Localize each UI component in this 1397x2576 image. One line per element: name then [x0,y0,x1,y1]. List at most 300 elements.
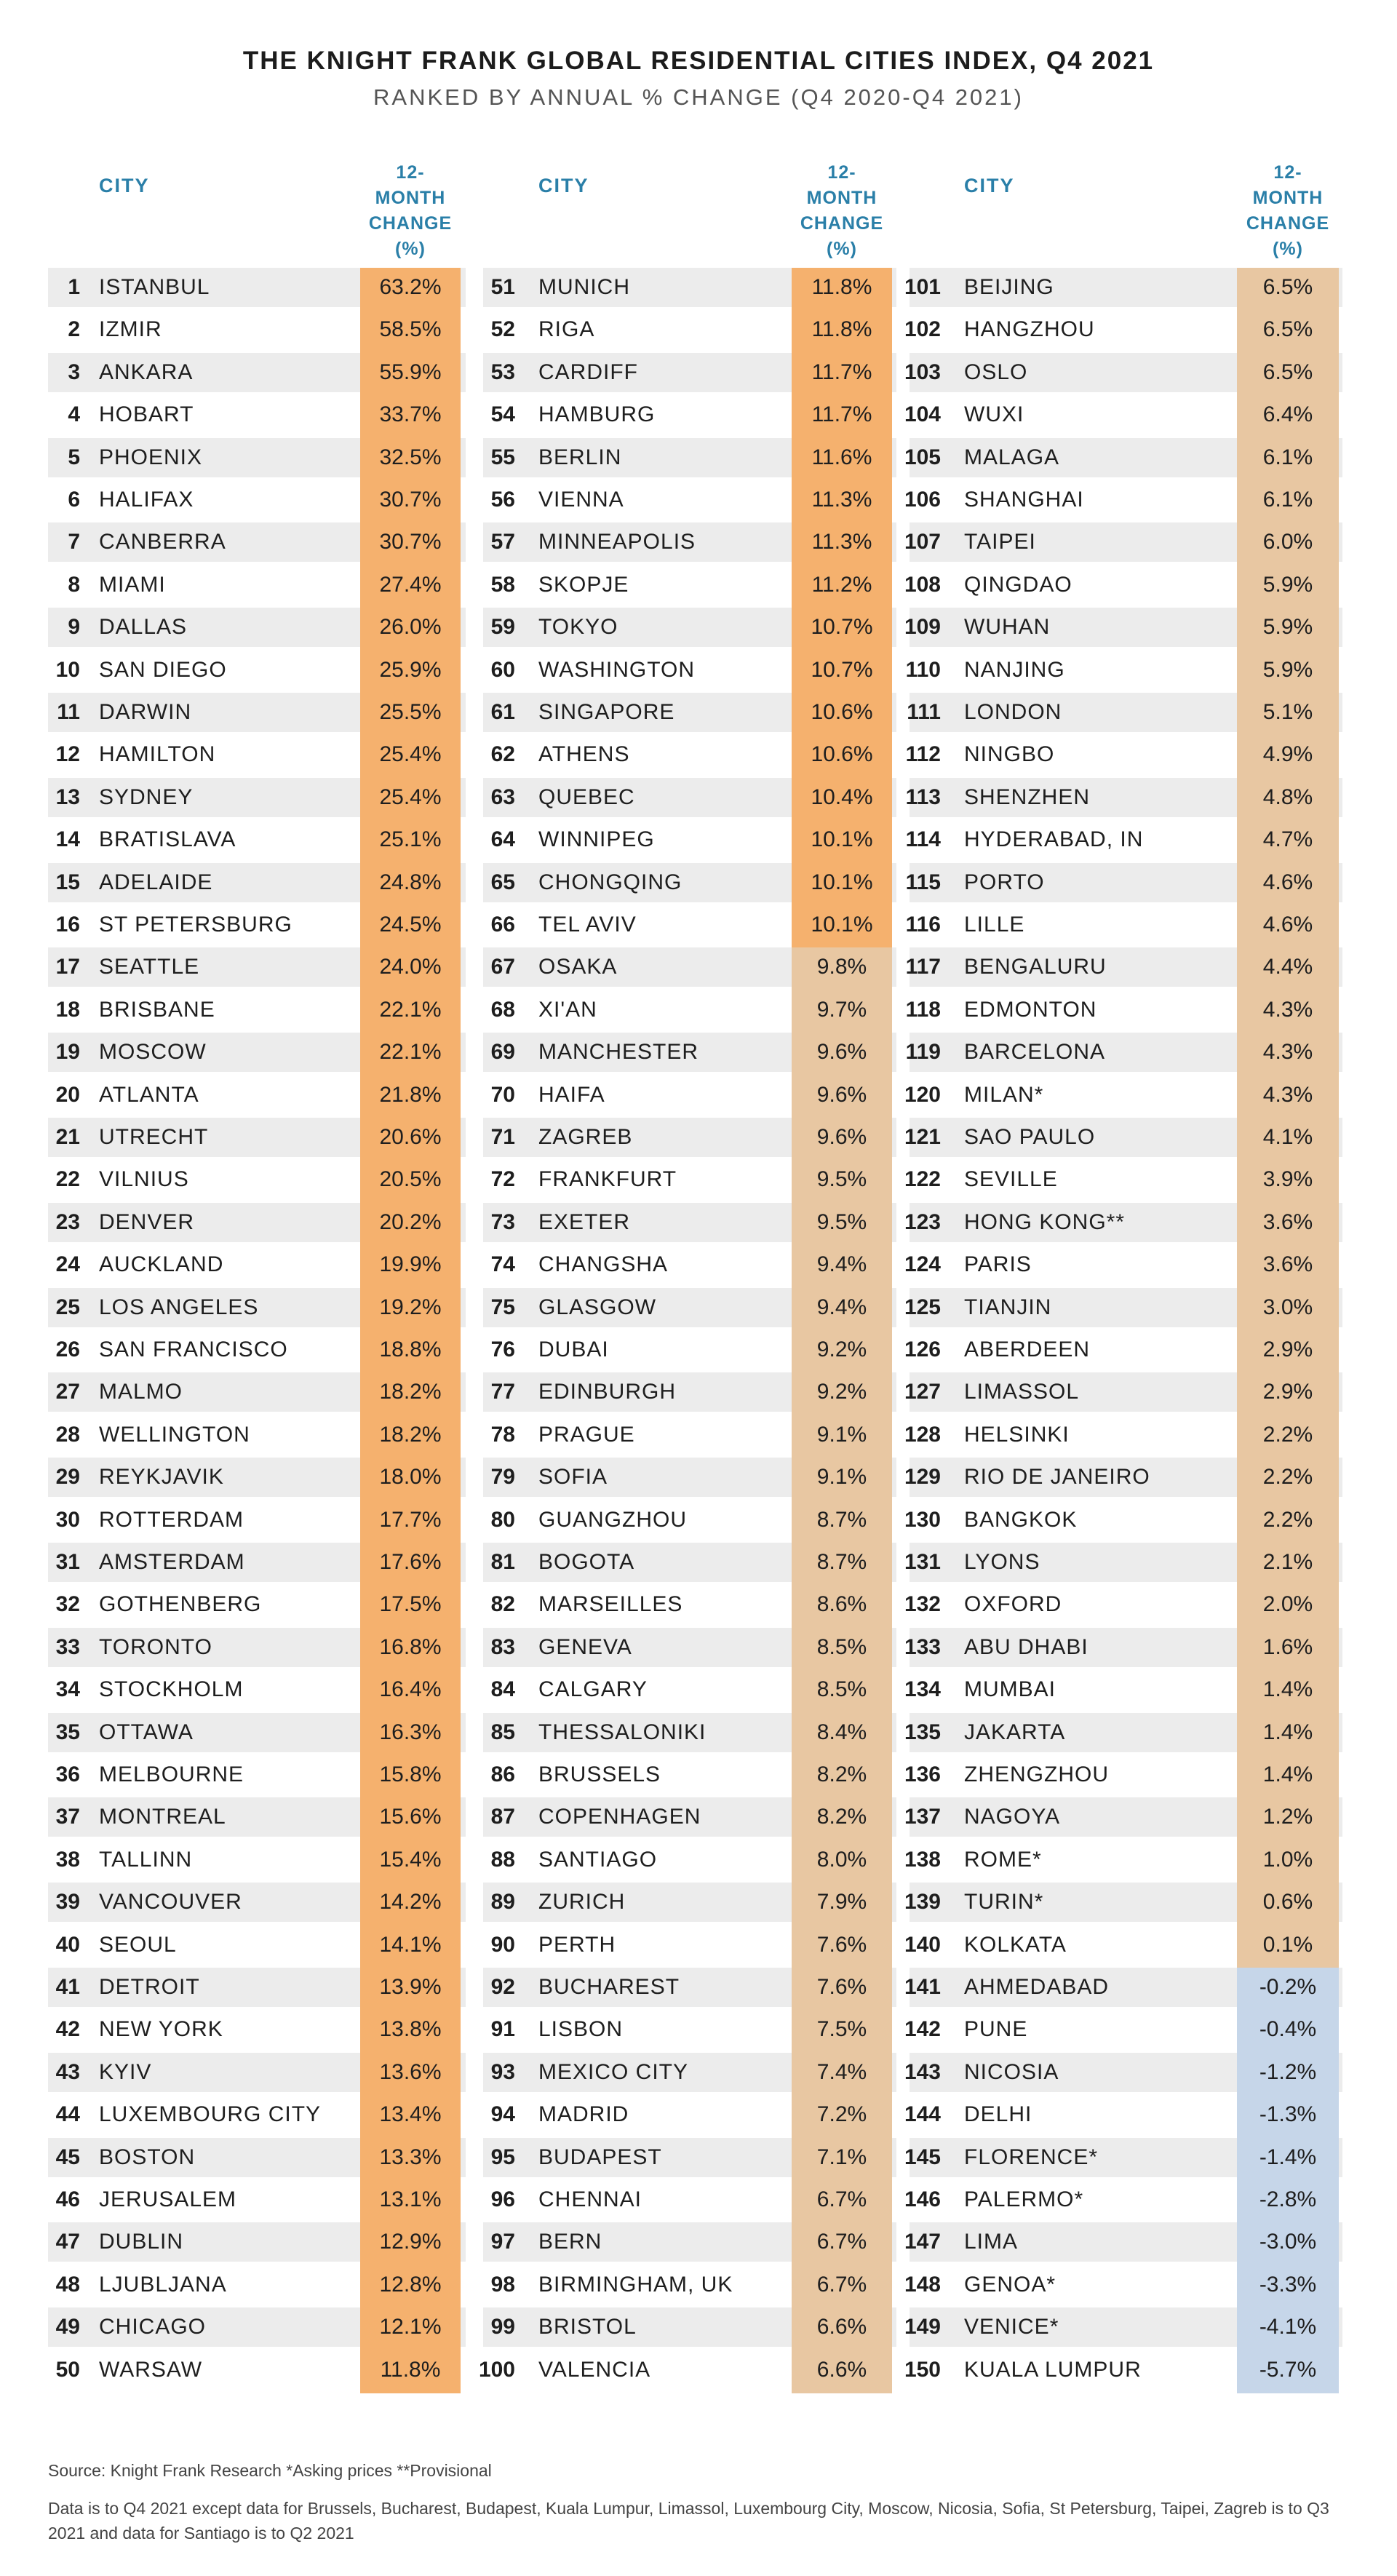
change-value-cell: 7.6% [792,1925,892,1968]
rank-label: 150 [904,2357,941,2382]
change-value-cell: 33.7% [360,395,461,438]
rank-label: 124 [904,1252,941,1277]
city-label: PRAGUE [538,1422,635,1447]
change-value-cell: 9.1% [792,1458,892,1500]
change-value-cell: 7.4% [792,2053,892,2096]
rank-label: 104 [904,402,941,427]
rank-label: 12 [55,742,80,767]
rank-label: 36 [55,1762,80,1786]
city-label: TURIN* [964,1890,1044,1915]
change-value-cell: 24.8% [360,863,461,906]
change-value-cell: 11.7% [792,395,892,438]
city-label: CANBERRA [99,530,226,554]
rank-label: 94 [490,2102,515,2127]
rank-label: 24 [55,1252,80,1277]
city-label: ROTTERDAM [99,1507,244,1532]
city-label: STOCKHOLM [99,1677,244,1702]
change-value-cell: -4.1% [1237,2307,1339,2350]
city-label: MUMBAI [964,1677,1056,1702]
rank-label: 131 [904,1550,941,1574]
rank-label: 48 [55,2272,80,2297]
city-label: BENGALURU [964,955,1107,979]
change-value-cell: 19.9% [360,1245,461,1288]
change-value-cell: 4.1% [1237,1118,1339,1161]
change-value-cell: 3.0% [1237,1288,1339,1331]
change-value-cell: 6.5% [1237,353,1339,396]
rank-label: 35 [55,1720,80,1744]
city-label: CHANGSHA [538,1252,669,1277]
city-label: CHONGQING [538,870,682,894]
change-value-cell: 4.9% [1237,735,1339,778]
rank-label: 60 [490,657,515,682]
city-label: TAIPEI [964,530,1036,554]
change-value-cell: 13.8% [360,2010,461,2053]
city-label: MONTREAL [99,1805,226,1829]
rank-label: 110 [905,657,941,682]
change-value-cell: 1.2% [1237,1797,1339,1840]
change-value-cell: 25.9% [360,651,461,693]
source-note: Source: Knight Frank Research *Asking prices **Provisional [48,2461,492,2480]
city-label: BANGKOK [964,1507,1078,1532]
change-value-cell: 5.9% [1237,608,1339,651]
rank-label: 81 [490,1550,515,1574]
change-value-cell: 11.2% [792,565,892,608]
rank-label: 40 [55,1932,80,1957]
change-value-cell: 9.6% [792,1076,892,1118]
city-label: AHMEDABAD [964,1975,1110,1999]
rank-label: 42 [55,2017,80,2042]
rank-label: 144 [904,2102,941,2127]
city-label: ABERDEEN [964,1337,1091,1361]
change-value-cell: 17.7% [360,1500,461,1543]
change-value-cell: 14.1% [360,1925,461,1968]
city-label: KUALA LUMPUR [964,2357,1142,2382]
rank-label: 82 [490,1592,515,1617]
change-value-cell: -2.8% [1237,2180,1339,2223]
city-label: EDINBURGH [538,1380,677,1404]
city-label: BRATISLAVA [99,827,236,852]
rank-label: 121 [904,1125,941,1149]
city-label: MIAMI [99,572,166,597]
rank-label: 9 [68,615,80,640]
rank-label: 92 [490,1975,515,1999]
city-label: ABU DHABI [964,1634,1088,1659]
city-label: DETROIT [99,1975,200,1999]
city-label: SKOPJE [538,572,629,597]
rank-label: 146 [904,2187,941,2211]
city-label: MILAN* [964,1082,1044,1107]
change-value-cell: 0.1% [1237,1925,1339,1968]
city-label: MANCHESTER [538,1040,699,1065]
rank-label: 127 [904,1380,941,1404]
rank-label: 141 [904,1975,941,1999]
rank-label: 65 [490,870,515,894]
rank-label: 112 [905,742,941,767]
rank-label: 22 [55,1167,80,1192]
column-header-city: CITY [99,175,150,196]
city-label: LONDON [964,700,1062,724]
rank-label: 129 [904,1465,941,1490]
change-value-cell: 9.4% [792,1245,892,1288]
rank-label: 15 [55,870,80,894]
rank-label: 85 [490,1720,515,1744]
city-label: VALENCIA [538,2357,651,2382]
city-label: ATLANTA [99,1082,199,1107]
city-label: BUCHAREST [538,1975,680,1999]
change-value-cell: 22.1% [360,990,461,1033]
column-header-change-line: 12- [396,162,425,183]
rank-label: 91 [490,2017,515,2042]
city-label: BEIJING [964,275,1054,299]
change-value-cell: 9.2% [792,1330,892,1373]
change-value-cell: 18.2% [360,1372,461,1415]
city-label: REYKJAVIK [99,1465,224,1490]
rank-label: 98 [490,2272,515,2297]
rank-label: 139 [904,1890,941,1915]
city-label: VANCOUVER [99,1890,242,1915]
rank-label: 137 [904,1805,941,1829]
change-value-cell: 16.4% [360,1670,461,1713]
change-value-cell: 20.2% [360,1203,461,1246]
change-value-cell: 18.8% [360,1330,461,1373]
column-header-city: CITY [538,175,589,196]
city-label: LIMA [964,2230,1019,2254]
change-value-cell: 16.3% [360,1713,461,1756]
city-label: SAN FRANCISCO [99,1337,288,1361]
change-value-cell: 4.6% [1237,905,1339,948]
rank-label: 145 [904,2144,941,2169]
change-value-cell: 1.4% [1237,1670,1339,1713]
rank-label: 10 [55,657,80,682]
city-label: BRISTOL [538,2315,637,2340]
rank-label: 61 [490,700,515,724]
rank-label: 62 [490,742,515,767]
change-value-cell: 55.9% [360,353,461,396]
change-value-cell: 7.2% [792,2095,892,2138]
city-label: XI'AN [538,997,597,1022]
change-value-cell: 2.2% [1237,1500,1339,1543]
city-label: JAKARTA [964,1720,1066,1744]
rank-label: 147 [904,2230,941,2254]
city-label: TALLINN [99,1847,193,1872]
change-value-cell: 7.1% [792,2138,892,2181]
rank-label: 4 [68,402,80,427]
change-value-cell: 15.6% [360,1797,461,1840]
city-label: SYDNEY [99,784,194,809]
city-label: WELLINGTON [99,1422,250,1447]
city-label: LJUBLJANA [99,2272,227,2297]
change-value-cell: 11.8% [792,310,892,353]
change-value-cell: 11.8% [360,2350,461,2393]
change-value-cell: 14.2% [360,1883,461,1925]
rank-label: 34 [55,1677,80,1702]
city-label: BUDAPEST [538,2144,662,2169]
change-value-cell: 21.8% [360,1076,461,1118]
rank-label: 20 [55,1082,80,1107]
city-label: PALERMO* [964,2187,1084,2211]
city-label: OXFORD [964,1592,1062,1617]
rank-label: 39 [55,1890,80,1915]
change-value-cell: 2.2% [1237,1458,1339,1500]
change-value-cell: 9.5% [792,1160,892,1203]
rank-label: 37 [55,1805,80,1829]
city-label: LOS ANGELES [99,1295,259,1319]
change-value-cell: 30.7% [360,522,461,565]
city-label: ST PETERSBURG [99,913,292,937]
city-label: VILNIUS [99,1167,189,1192]
change-value-cell: 9.8% [792,947,892,990]
column-header-change-line: MONTH [806,188,877,208]
rank-label: 125 [904,1295,941,1319]
column-header-change-line: (%) [395,239,426,259]
change-value-cell: 6.0% [1237,522,1339,565]
change-value-cell: 9.1% [792,1415,892,1458]
rank-label: 106 [904,488,941,512]
change-value-cell: 3.6% [1237,1245,1339,1288]
rank-label: 75 [490,1295,515,1319]
rank-label: 52 [490,317,515,342]
change-value-cell: 6.7% [792,2222,892,2265]
rank-label: 68 [490,997,515,1022]
column-header-change-line: 12- [1273,162,1302,183]
change-value-cell: 2.1% [1237,1543,1339,1586]
change-value-cell: 6.4% [1237,395,1339,438]
city-label: SHANGHAI [964,488,1084,512]
city-label: MALAGA [964,445,1060,469]
rank-label: 134 [904,1677,941,1702]
city-label: OTTAWA [99,1720,194,1744]
city-label: VIENNA [538,488,624,512]
city-label: BERLIN [538,445,622,469]
column-header-city: CITY [964,175,1015,196]
change-value-cell: 10.7% [792,608,892,651]
change-value-cell: 8.7% [792,1543,892,1586]
rank-label: 64 [490,827,515,852]
rank-label: 54 [490,402,515,427]
city-label: LILLE [964,913,1025,937]
change-value-cell: 25.4% [360,735,461,778]
city-label: CALGARY [538,1677,648,1702]
city-label: CARDIFF [538,359,638,384]
change-value-cell: 27.4% [360,565,461,608]
change-value-cell: 10.1% [792,820,892,863]
change-value-cell: 9.7% [792,990,892,1033]
city-label: DELHI [964,2102,1032,2127]
change-value-cell: 5.1% [1237,693,1339,736]
city-label: DARWIN [99,700,192,724]
rank-label: 142 [904,2017,941,2042]
change-value-cell: 16.8% [360,1628,461,1671]
rank-label: 138 [904,1847,941,1872]
change-value-cell: 9.6% [792,1033,892,1076]
city-label: FLORENCE* [964,2144,1099,2169]
city-label: LYONS [964,1550,1040,1574]
change-value-cell: 4.3% [1237,1076,1339,1118]
rank-label: 55 [490,445,515,469]
rank-label: 101 [904,275,941,299]
column-header-change-line: 12- [827,162,856,183]
change-value-cell: 4.3% [1237,1033,1339,1076]
city-label: NAGOYA [964,1805,1061,1829]
city-label: ZAGREB [538,1125,633,1149]
rank-label: 38 [55,1847,80,1872]
change-value-cell: 10.1% [792,863,892,906]
rank-label: 25 [55,1295,80,1319]
city-label: PORTO [964,870,1045,894]
city-label: BERN [538,2230,602,2254]
rank-label: 11 [57,700,80,724]
city-label: SINGAPORE [538,700,675,724]
change-value-cell: 3.6% [1237,1203,1339,1246]
rank-label: 90 [490,1932,515,1957]
change-value-cell: 6.6% [792,2350,892,2393]
change-value-cell: 13.9% [360,1968,461,2011]
change-value-cell: 6.1% [1237,438,1339,481]
change-value-cell: 8.4% [792,1713,892,1756]
rank-label: 84 [490,1677,515,1702]
change-value-cell: 8.5% [792,1628,892,1671]
change-value-cell: 2.2% [1237,1415,1339,1458]
city-label: EXETER [538,1209,631,1234]
rank-label: 5 [68,445,80,469]
city-label: GENEVA [538,1634,632,1659]
city-label: TOKYO [538,615,618,640]
change-value-cell: 13.1% [360,2180,461,2223]
rank-label: 135 [904,1720,941,1744]
change-value-cell: 8.0% [792,1840,892,1883]
change-value-cell: 12.9% [360,2222,461,2265]
rank-label: 70 [490,1082,515,1107]
rank-label: 21 [55,1125,80,1149]
rank-label: 51 [490,275,515,299]
change-value-cell: 6.5% [1237,310,1339,353]
column-header-change-line: MONTH [375,188,446,208]
change-value-cell: 63.2% [360,268,461,311]
rank-label: 3 [68,359,80,384]
column-header-change [1237,160,1339,262]
change-value-cell: -0.4% [1237,2010,1339,2053]
city-label: ZHENGZHOU [964,1762,1109,1786]
city-label: DENVER [99,1209,195,1234]
city-label: LIMASSOL [964,1380,1080,1404]
city-label: WUHAN [964,615,1051,640]
change-value-cell: 1.4% [1237,1755,1339,1798]
change-value-cell: 11.3% [792,522,892,565]
rank-label: 73 [490,1209,515,1234]
city-label: HELSINKI [964,1422,1070,1447]
rank-label: 6 [68,488,80,512]
city-label: SOFIA [538,1465,608,1490]
rank-label: 29 [55,1465,80,1490]
rank-label: 43 [55,2059,80,2084]
city-label: EDMONTON [964,997,1097,1022]
change-value-cell: 3.9% [1237,1160,1339,1203]
rank-label: 103 [904,359,941,384]
rank-label: 57 [490,530,515,554]
city-label: ISTANBUL [99,275,210,299]
change-value-cell: 25.1% [360,820,461,863]
rank-label: 93 [490,2059,515,2084]
change-value-cell: 13.6% [360,2053,461,2096]
rank-label: 23 [55,1209,80,1234]
city-label: TIANJIN [964,1295,1052,1319]
city-label: CHENNAI [538,2187,642,2211]
city-label: BOSTON [99,2144,196,2169]
rank-label: 89 [490,1890,515,1915]
city-label: BARCELONA [964,1040,1106,1065]
change-value-cell: -0.2% [1237,1968,1339,2011]
rank-label: 97 [490,2230,515,2254]
change-value-cell: 9.5% [792,1203,892,1246]
chart-title: THE KNIGHT FRANK GLOBAL RESIDENTIAL CITIES INDEX, Q4 2021 [242,47,1155,75]
change-value-cell: 18.2% [360,1415,461,1458]
change-value-cell: 17.6% [360,1543,461,1586]
city-label: MOSCOW [99,1040,207,1065]
rank-label: 88 [490,1847,515,1872]
city-label: HOBART [99,402,194,427]
rank-label: 119 [905,1040,941,1065]
change-value-cell: 19.2% [360,1288,461,1331]
city-label: TORONTO [99,1634,212,1659]
rank-label: 99 [490,2315,515,2340]
city-label: GLASGOW [538,1295,657,1319]
rank-label: 96 [490,2187,515,2211]
change-value-cell: 1.4% [1237,1713,1339,1756]
city-label: PUNE [964,2017,1028,2042]
city-label: HALIFAX [99,488,194,512]
city-label: DALLAS [99,615,188,640]
city-label: SHENZHEN [964,784,1091,809]
change-value-cell: 10.1% [792,905,892,948]
rank-label: 13 [55,784,80,809]
rank-label: 71 [490,1125,515,1149]
rank-label: 31 [55,1550,80,1574]
city-label: BRUSSELS [538,1762,661,1786]
rank-label: 58 [490,572,515,597]
change-value-cell: 17.5% [360,1585,461,1628]
city-label: LISBON [538,2017,624,2042]
rank-label: 44 [55,2102,80,2127]
city-label: HAIFA [538,1082,605,1107]
rank-label: 136 [904,1762,941,1786]
city-label: MEXICO CITY [538,2059,689,2084]
rank-label: 45 [55,2144,80,2169]
change-value-cell: 12.1% [360,2307,461,2350]
change-value-cell: 30.7% [360,480,461,523]
change-value-cell: 9.2% [792,1372,892,1415]
city-label: KOLKATA [964,1932,1067,1957]
city-label: COPENHAGEN [538,1805,701,1829]
rank-label: 80 [490,1507,515,1532]
city-label: RIO DE JANEIRO [964,1465,1150,1490]
city-label: CHICAGO [99,2315,207,2340]
city-label: TEL AVIV [538,913,637,937]
city-label: GOTHENBERG [99,1592,262,1617]
rank-label: 30 [55,1507,80,1532]
city-label: SEVILLE [964,1167,1058,1192]
change-value-cell: 4.4% [1237,947,1339,990]
change-value-cell: 58.5% [360,310,461,353]
rank-label: 109 [904,615,941,640]
rank-label: 47 [55,2230,80,2254]
rank-label: 86 [490,1762,515,1786]
change-value-cell: 10.6% [792,735,892,778]
rank-label: 133 [904,1634,941,1659]
rank-label: 32 [55,1592,80,1617]
city-label: MARSEILLES [538,1592,683,1617]
change-value-cell: 11.8% [792,268,892,311]
rank-label: 74 [490,1252,515,1277]
